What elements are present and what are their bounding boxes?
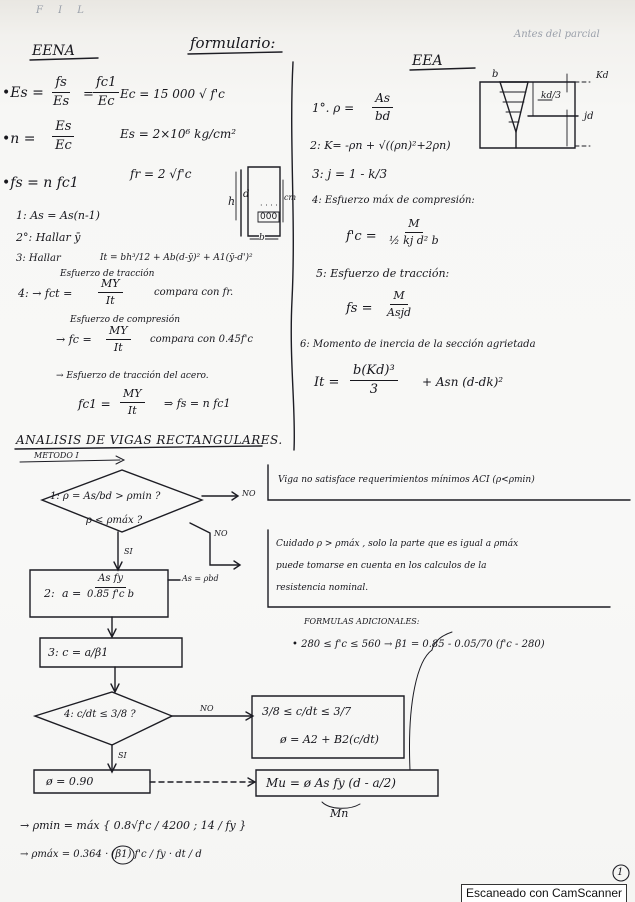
mu-formula: Mu = ø As fy (d - a/2) bbox=[266, 776, 396, 790]
range-line-1: 3/8 ≤ c/dt ≤ 3/7 bbox=[262, 705, 352, 718]
decision-4-si: SI bbox=[118, 751, 127, 760]
diagram-jd: jd bbox=[584, 111, 594, 122]
decision-4-no: NO bbox=[200, 704, 214, 713]
eea-f5-lhs: fs = bbox=[346, 301, 373, 316]
scanner-watermark: Escaneado con CamScanner bbox=[461, 884, 627, 902]
decision-4: 4: c/dt ≤ 3/8 ? bbox=[64, 709, 136, 720]
eea-f6-rest: + Asn (d-dk)² bbox=[422, 375, 504, 389]
eea-f2: 2: K= -ρn + √((ρn)²+2ρn) bbox=[310, 139, 451, 152]
sketch-h: h bbox=[228, 195, 236, 208]
beta-formula: • 280 ≤ f'c ≤ 560 → β1 = 0.85 - 0.05/70 (f'c - 280) bbox=[292, 639, 545, 650]
fs-formula: •fs = n fc1 bbox=[2, 175, 79, 191]
phi-box: ø = 0.90 bbox=[46, 775, 94, 788]
es-lhs: •Es = bbox=[2, 85, 44, 101]
sketch-bars: 000 bbox=[260, 212, 278, 222]
decision-1-no-b: NO bbox=[214, 529, 228, 538]
page-number: 1 bbox=[617, 867, 624, 878]
eea-f6-label: 6: Momento de inercia de la sección agrietada bbox=[300, 339, 536, 350]
es-modulus: Es = 2×10⁶ kg/cm² bbox=[120, 127, 237, 141]
es-fraction-1: $\frac{fs}{Es}$ bbox=[53, 75, 70, 109]
sketch-dots: · · · · bbox=[260, 201, 278, 210]
note-max-line-2: puede tomarse en cuenta en los calculos de la bbox=[276, 561, 487, 571]
fct-fraction: $\frac{MY}{It}$ bbox=[98, 278, 123, 306]
signature: Antes del parcial bbox=[514, 29, 600, 40]
diagram-kd3: kd/3 bbox=[541, 91, 561, 101]
eea-f6-lhs: It = bbox=[314, 375, 340, 390]
eea-heading: EEA bbox=[412, 53, 443, 69]
sketch-cover: cm bbox=[284, 193, 297, 202]
fct-prefix: 4: → fct = bbox=[18, 287, 73, 300]
eena-step-2: 2°: Hallar ȳ bbox=[16, 231, 81, 244]
mn-label: Mn bbox=[330, 807, 349, 820]
eea-f4-fraction: $\frac{M}{\text{½ kj d² b}}$ bbox=[389, 217, 439, 247]
steel-label: → Esfuerzo de tracción del acero. bbox=[56, 371, 209, 381]
fs-result: ⇒ fs = n fc1 bbox=[164, 397, 231, 410]
eena-heading: EENA bbox=[32, 43, 75, 59]
eea-f4-label: 4: Esfuerzo máx de compresión: bbox=[312, 195, 475, 206]
decision-1-no-a: NO bbox=[242, 489, 256, 498]
method-label: METODO I bbox=[34, 451, 79, 460]
analysis-heading: ANALISIS DE VIGAS RECTANGULARES. bbox=[16, 433, 283, 447]
decision-1-line-2: ρ < ρmáx ? bbox=[86, 515, 143, 526]
fc1-prefix: fc1 = bbox=[78, 397, 111, 411]
additional-formulas-title: FORMULAS ADICIONALES: bbox=[304, 617, 420, 626]
rho-max-formula: → ρmáx = 0.364 · (β1) f'c / fy · dt / d bbox=[20, 849, 202, 860]
n-fraction: $\frac{Es}{Ec}$ bbox=[52, 120, 75, 152]
sketch-d: d bbox=[243, 189, 250, 200]
compression-label: Esfuerzo de compresión bbox=[70, 315, 181, 325]
eena-step-3: It = bh³/12 + Ab(d-ȳ)² + A1(ȳ-d')² bbox=[100, 253, 253, 263]
ec-formula: Ec = 15 000 √ f'c bbox=[120, 87, 225, 101]
box-2-lhs: a = bbox=[62, 587, 82, 600]
eea-f4-lhs: f'c = bbox=[346, 229, 377, 244]
eena-step-1: 1: As = As(n-1) bbox=[16, 209, 100, 222]
top-scribble: F I L bbox=[36, 5, 90, 16]
box-2-prefix: 2: bbox=[44, 587, 55, 600]
note-max-line-1: Cuidado ρ > ρmáx , solo la parte que es igual a ρmáx bbox=[276, 539, 519, 549]
decision-1-si: SI bbox=[124, 547, 133, 556]
note-max-line-3: resistencia nominal. bbox=[276, 583, 369, 593]
n-lhs: •n = bbox=[2, 131, 36, 147]
page-title: formulario: bbox=[190, 34, 276, 52]
sketch-b: b bbox=[259, 233, 265, 243]
range-line-2: ø = A2 + B2(c/dt) bbox=[280, 733, 379, 746]
es-fraction-2: $\frac{fc1}{Ec}$ bbox=[93, 76, 119, 108]
es-equals: = bbox=[83, 87, 94, 102]
eea-f1-fraction: $\frac{As}{bd}$ bbox=[372, 92, 393, 122]
diagram-kd: Kd bbox=[596, 71, 609, 81]
eea-f5-fraction: M Asjd bbox=[387, 289, 412, 319]
fc-fraction: $\frac{MY}{It}$ bbox=[106, 325, 131, 353]
rho-min-formula: → ρmin = máx { 0.8√f'c / 4200 ; 14 / fy } bbox=[20, 819, 247, 832]
box-2-note: As = ρbd bbox=[182, 574, 219, 583]
diagram-b: b bbox=[492, 69, 499, 80]
fc-prefix: → fc = bbox=[56, 333, 92, 346]
fc-compare: compara con 0.45f'c bbox=[150, 334, 253, 345]
eena-step-3-prefix: 3: Hallar bbox=[16, 253, 61, 264]
tension-label: Esfuerzo de tracción bbox=[60, 269, 155, 279]
decision-1-line-1: 1: ρ = As/bd > ρmin ? bbox=[50, 491, 161, 502]
box-3: 3: c = a/β1 bbox=[48, 646, 109, 659]
eea-f5-label: 5: Esfuerzo de tracción: bbox=[316, 267, 450, 280]
eea-f3: 3: j = 1 - k/3 bbox=[312, 167, 388, 181]
eea-f1-prefix: 1°. ρ = bbox=[312, 101, 355, 115]
box-2-fraction: $\frac{\text{As fy}}{\text{0.85 f'c b}}$ bbox=[87, 573, 135, 600]
fr-formula: fr = 2 √f'c bbox=[130, 167, 192, 181]
fct-compare: compara con fr. bbox=[154, 287, 234, 298]
note-min-reinforcement: Viga no satisface requerimientos mínimos ACI (ρ<ρmin) bbox=[278, 475, 535, 485]
fc1-fraction: $\frac{MY}{It}$ bbox=[120, 388, 145, 416]
eea-f6-fraction: $\frac{\text{b(Kd)³}}{3}$ bbox=[350, 364, 398, 396]
